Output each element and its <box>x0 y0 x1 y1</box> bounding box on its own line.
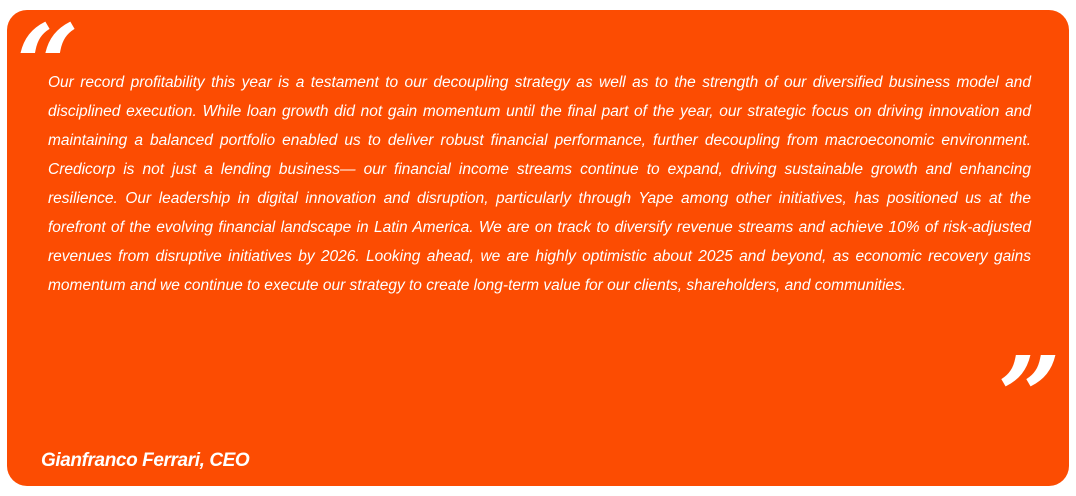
quote-text: Our record profitability this year is a testament to our decoupling strategy as well as to the strength of our diversified business model and disciplined execution. While loan growth did not gain momentum until the final part of the year, our strategic focus on driving innovation and maintaining a balanced portfolio enabled us to deliver robust financial performance, further decoupling from macroeconomic environment. Credicorp is not just a lending business— our financial income streams continue to expand, driving sustainable growth and enhancing resilience. Our leadership in digital innovation and disruption, particularly through Yape among other initiatives, has positioned us at the forefront of the evolving financial landscape in Latin America. We are on track to diversify revenue streams and achieve 10% of risk-adjusted revenues from disruptive initiatives by 2026. Looking ahead, we are highly optimistic about 2025 and beyond, as economic recovery gains momentum and we continue to execute our strategy to create long-term value for our clients, shareholders, and communities. <box>48 74 1031 294</box>
close-quote-icon: ” <box>997 342 1061 414</box>
open-quote-icon: “ <box>16 10 80 80</box>
quote-card <box>7 10 1069 486</box>
quote-attribution: Gianfranco Ferrari, CEO <box>41 450 250 471</box>
